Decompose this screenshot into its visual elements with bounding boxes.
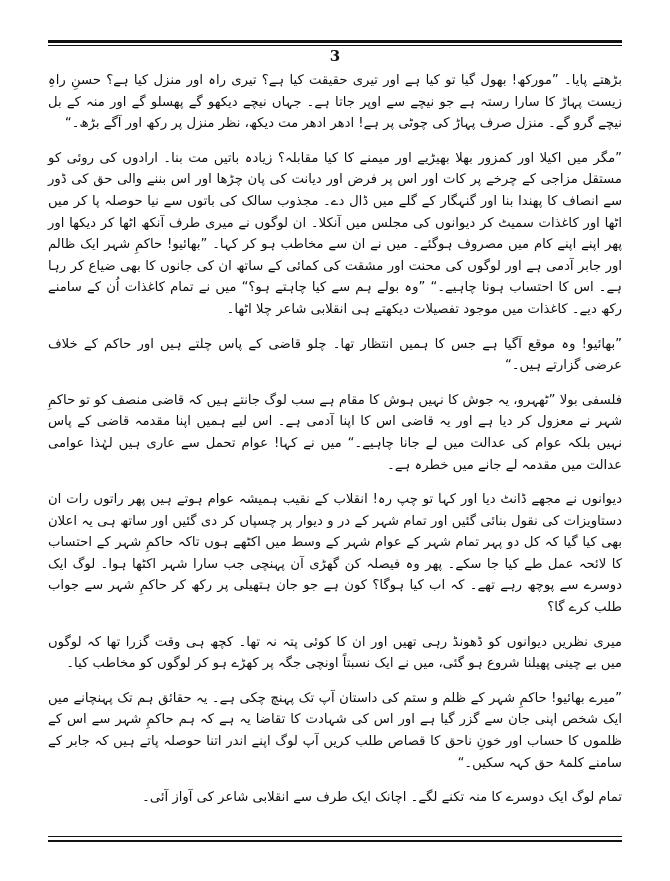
urdu-text-body	[48, 70, 622, 822]
paragraph-4: فلسفی بولا ”ٹھہرو، یہ جوش کا نہیں ہوش کا مقام ہے سب لوگ جانتے ہیں کہ قاضی منصف کو تو حاکمِ شہر نے معزول کر دیا ہے اور یہ قاضی اس کا اپنا آدمی ہے۔ اس لیے ہمیں اپنا مقدمہ قاضی کے پاس نہیں بلکہ عوام کی عدالت میں لے جانا چاہیے۔“ میں نے کہا! عوام تحمل سے عاری ہیں لہٰذا عوامی عدالت میں مقدمہ لے جانے میں خطرہ ہے۔	[48, 392, 622, 473]
footer-rule-thin	[48, 836, 622, 837]
paragraph-5: دیوانوں نے مجھے ڈانٹ دیا اور کہا تو چپ رہ! انقلاب کے نقیب ہمیشہ عوام ہوتے ہیں پھر راتوں رات ان دستاویزات کی نقول بنائی گئیں اور تمام شہر کے در و دیوار پر چسپاں کر دی گئیں اور ساتھ ہی یہ اعلان بھی کیا گیا کہ کل دو پہر تمام شہر کے عوام شہر کے وسط میں اکٹھے ہوں تاکہ حاکمِ شہر کے احتساب کا لائحہ عمل طے کیا جا سکے۔ پھر وہ فیصلہ کن گھڑی آن پہنچی جب سارا شہر اکٹھا ہوا۔ لوگ ایک دوسرے سے پوچھ رہے تھے۔ کہ اب کیا ہوگا؟ کون ہے جو جان ہتھیلی پر رکھ کر حاکمِ شہر سے جواب طلب کرے گا؟	[48, 492, 622, 616]
paragraph-7: ”میرے بھائیو! حاکمِ شہر کے ظلم و ستم کی داستان آپ تک پہنچ چکی ہے۔ یہ حقائق ہم تک پہنچانے میں ایک شخص اپنی جان سے گزر گیا ہے اور اس کی شہادت کا تقاضا یہ ہے کہ ہم حاکمِ شہر سے اس کے ظلموں کا حساب اور خونِ ناحق کا قصاص طلب کریں آپ لوگ اپنے اندر اتنا حوصلہ پاتے ہیں کہ جابر کے سامنے کلمۂ حق کہہ سکیں۔“	[48, 690, 622, 771]
paragraph-6: میری نظریں دیوانوں کو ڈھونڈ رہی تھیں اور ان کا کوئی پتہ نہ تھا۔ کچھ ہی وقت گزرا تھا کہ لوگوں میں بے چینی پھیلنا شروع ہو گئی، میں نے ایک نسبتاً اونچی جگہ پر کھڑے ہو کر لوگوں کو مخاطب کیا۔	[48, 634, 622, 672]
paragraph-8: تمام لوگ ایک دوسرے کا منہ تکنے لگے۔ اچانک ایک طرف سے انقلابی شاعر کی آواز آئی۔	[142, 790, 622, 806]
header-rule-thin	[48, 45, 622, 46]
paragraph-3: ”بھائیو! وہ موقع آگیا ہے جس کا ہمیں انتظار تھا۔ چلو قاضی کے پاس چلتے ہیں اور حاکم کے خلاف عرضی گزارتے ہیں۔“	[48, 336, 622, 374]
footer-rule-thick	[48, 840, 622, 842]
paragraph-1: بڑھتے پایا۔ ”مورکھ! بھول گیا تو کیا ہے اور تیری حقیقت کیا ہے؟ تیری راہ اور منزل کیا ہے؟ حسنِ راہِ زیست پہاڑ کا سارا رستہ ہے جو نیچے سے اوپر جاتا ہے۔ جہاں نیچے دیکھو گے پھسلو گے اور منہ کے بل نیچے گرو گے۔ منزل صرف پہاڑ کی چوٹی پر ہے! ادھر ادھر مت دیکھ، نظر منزل پر رکھ اور آگے بڑھ۔“	[48, 73, 622, 132]
page-number: 3	[329, 47, 341, 65]
header-rule-thick	[48, 40, 622, 43]
paragraph-2: ”مگر میں اکیلا اور کمزور بھلا بھیڑیے اور میمنے کا کیا مقابلہ؟ زیادہ باتیں مت بنا۔ ارادوں کی روئی کو مستقل مزاجی کے چرخے پر کات اور اس پر فرض اور دیانت کی پان چڑھا اور اس بننے والی حق کی ڈور سے انصاف کا پھندا بنا اور گنہگار کے گلے میں ڈال دے۔ مجذوب سالک کی باتوں سے نیا حوصلہ پا کر میں اٹھا اور کاغذات سمیٹ کر دیوانوں کی مجلس میں آنکلا۔ ان لوگوں نے میری طرف آنکھ اٹھا کر دیکھا اور پھر اپنے اپنے کام میں مصروف ہوگئے۔ میں نے ان سے مخاطب ہو کر کہا۔ ”بھائیو! حاکمِ شہر ایک ظالم اور جابر آدمی ہے اور لوگوں کی محنت اور مشقت کی کمائی کے ساتھ ان کی جانوں کا بھی ضیاع کر رہا ہے۔ اس کا احتساب ہونا چاہیے۔“ ”وہ بولے ہم سے کیا چاہتے ہو؟“ میں نے تمام کاغذات اُن کے سامنے رکھ دیے۔ کاغذات میں موجود تفصیلات دیکھتے ہی انقلابی شاعر چلا اٹھا۔	[48, 150, 622, 317]
